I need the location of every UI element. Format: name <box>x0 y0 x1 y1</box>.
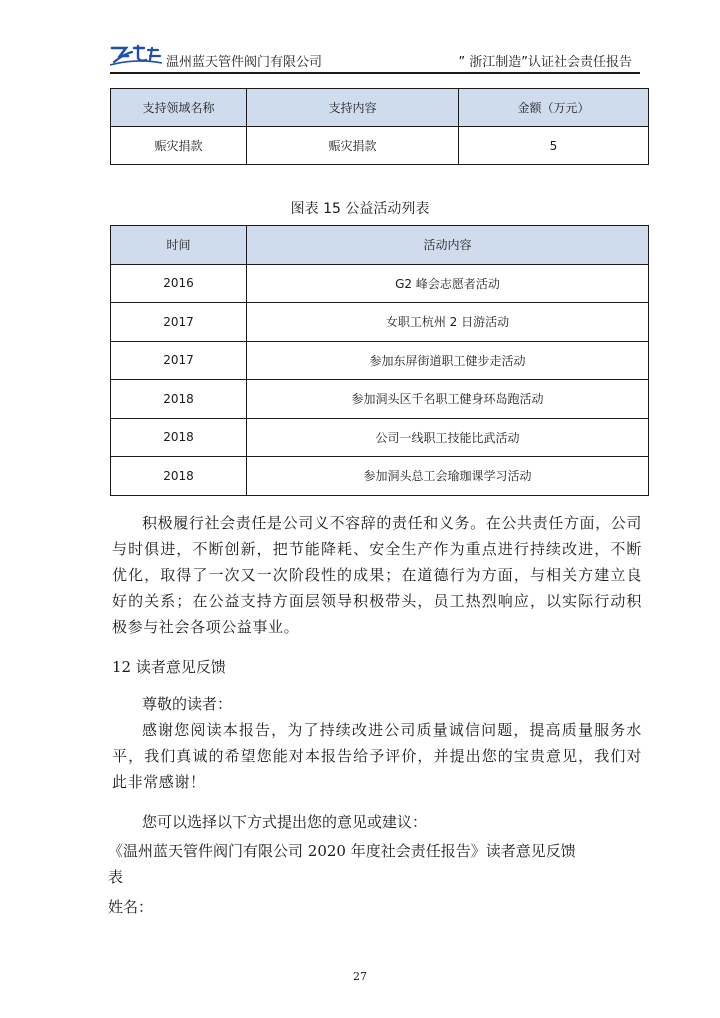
table-caption: 图表 15 公益活动列表 <box>290 201 430 217</box>
header-divider <box>110 72 640 74</box>
table-header-row <box>111 89 649 127</box>
table-cell: 参加洞头总工会瑜珈课学习活动 <box>247 457 649 496</box>
table-header-cell: 支持内容 <box>247 89 459 127</box>
table-cell: 2018 <box>111 380 247 419</box>
form-title: 《温州蓝天管件阀门有限公司 2020 年度社会责任报告》读者意见反馈 <box>108 842 576 860</box>
table-cell: 女职工杭州 2 日游活动 <box>247 303 649 342</box>
table-row <box>111 264 649 303</box>
csr-paragraph-block <box>112 510 642 640</box>
company-name: 温州蓝天管件阀门有限公司 <box>166 55 323 70</box>
table-header-cell: 支持领域名称 <box>111 89 247 127</box>
form-title-continued: 表 <box>108 868 124 886</box>
report-title: ” 浙江制造”认证社会责任报告 <box>458 55 632 70</box>
table-cell: 2016 <box>111 264 247 303</box>
table-header-cell: 活动内容 <box>247 226 649 265</box>
table-row <box>111 127 649 165</box>
table-cell: 2017 <box>111 341 247 380</box>
table-header-cell: 金额（万元） <box>459 89 649 127</box>
greeting: 尊敬的读者： <box>142 695 233 713</box>
support-table <box>110 88 649 165</box>
table-row <box>111 457 649 496</box>
section-title: 12 读者意见反馈 <box>112 658 226 676</box>
table-cell: 2018 <box>111 457 247 496</box>
table-row <box>111 418 649 457</box>
table-header-cell: 时间 <box>111 226 247 265</box>
table-cell: 赈灾捐款 <box>111 127 247 165</box>
table-cell: 公司一线职工技能比武活动 <box>247 418 649 457</box>
feedback-paragraph-block <box>112 717 642 795</box>
feedback-methods: 您可以选择以下方式提出您的意见或建议： <box>142 813 428 831</box>
page-number: 27 <box>353 970 367 983</box>
activity-table <box>110 225 649 496</box>
table-row <box>111 303 649 342</box>
table-header-row <box>111 226 649 265</box>
table-row <box>111 341 649 380</box>
table-row <box>111 380 649 419</box>
page-header <box>110 40 640 72</box>
table-cell: 参加洞头区千名职工健身环岛跑活动 <box>247 380 649 419</box>
table-cell: 赈灾捐款 <box>247 127 459 165</box>
table-cell: 5 <box>459 127 649 165</box>
company-logo-icon <box>110 44 162 66</box>
table-cell: 2017 <box>111 303 247 342</box>
table-cell: 参加东屏街道职工健步走活动 <box>247 341 649 380</box>
name-label: 姓名： <box>108 898 154 916</box>
table-cell: G2 峰会志愿者活动 <box>247 264 649 303</box>
feedback-paragraph: 感谢您阅读本报告，为了持续改进公司质量诚信问题，提高质量服务水平，我们真诚的希望您能对本报告给予评价，并提出您的宝贵意见，我们对此非常感谢！ <box>112 721 642 791</box>
csr-paragraph: 积极履行社会责任是公司义不容辞的责任和义务。在公共责任方面，公司与时俱进，不断创新，把节能降耗、安全生产作为重点进行持续改进，不断优化，取得了一次又一次阶段性的成果；在道德行为方面，与相关方建立良好的关系；在公益支持方面层领导积极带头，员工热烈响应，以实际行动积极参与社会各项公益事业。 <box>112 514 642 636</box>
table-cell: 2018 <box>111 418 247 457</box>
